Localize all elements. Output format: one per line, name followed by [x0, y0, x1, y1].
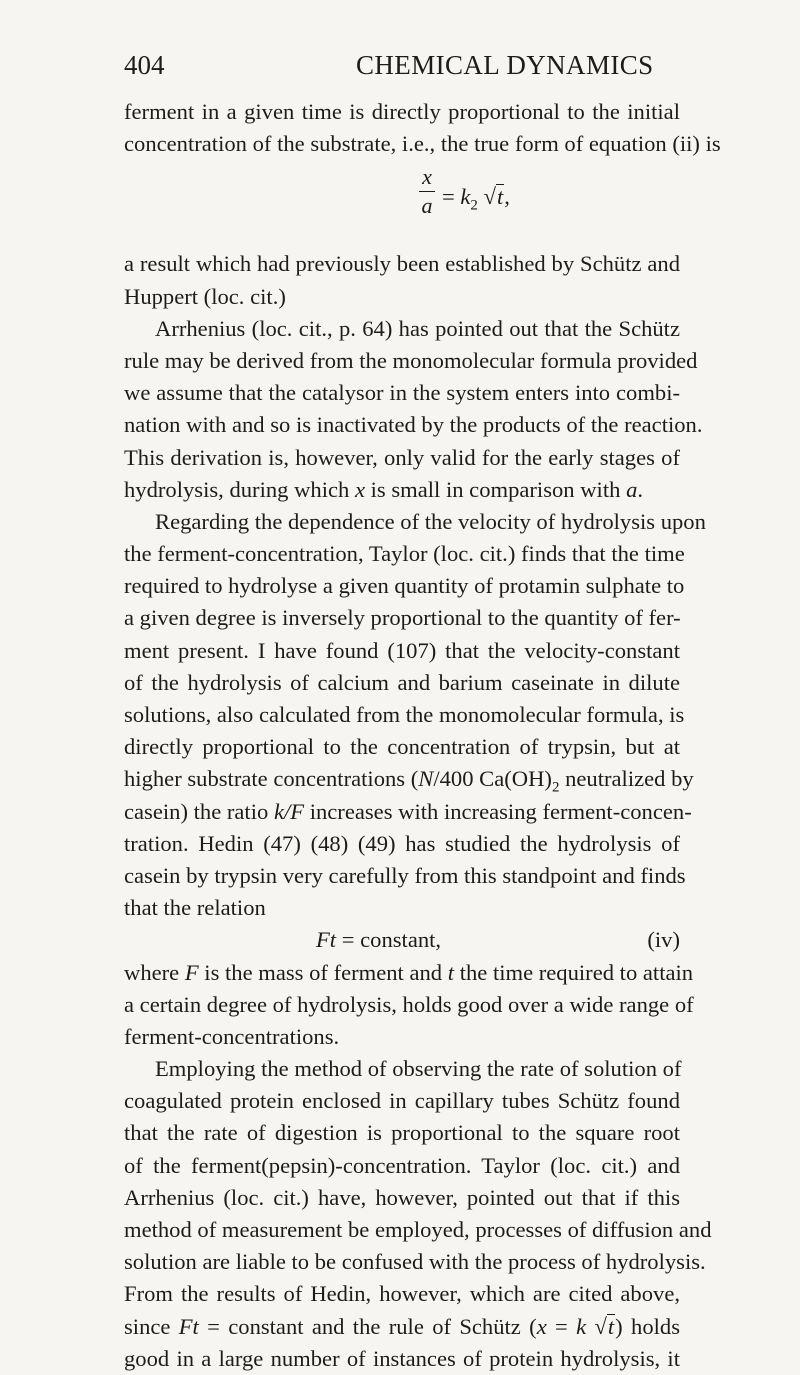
text-line: This derivation is, however, only valid for the early stages of: [124, 444, 680, 470]
fraction-x-over-a: x a: [418, 166, 436, 217]
text-line: that the rate of digestion is proportional to the square root: [124, 1120, 680, 1146]
text-line: Regarding the dependence of the velocity of hydrolysis upon: [155, 508, 706, 534]
text-line: hydrolysis, during which x is small in comparison with a.: [124, 476, 644, 502]
text-line: where F is the mass of ferment and t the time required to attain: [124, 959, 694, 985]
equation-rhs: = $k_2$ √t,: [442, 184, 510, 214]
page-header: [124, 50, 680, 86]
page-number: 404: [124, 50, 165, 80]
text-line: a result which had previously been established by Schütz and: [124, 251, 680, 277]
text-line: coagulated protein enclosed in capillary tubes Schütz found: [124, 1088, 680, 1114]
text-line: Arrhenius (loc. cit., p. 64) has pointed out that the Schütz: [155, 315, 680, 341]
equation-number: (iv): [647, 927, 680, 953]
sqrt-symbol: √t: [483, 184, 504, 210]
text-line: of the ferment(pepsin)-concentration. Taylor (loc. cit.) and: [124, 1152, 680, 1178]
text-line: ferment-concentrations.: [124, 1023, 340, 1049]
text-line: required to hydrolyse a given quantity of protamin sulphate to: [124, 573, 685, 599]
text-line: rule may be derived from the monomolecular formula provided: [124, 347, 698, 373]
text-line: solution are liable to be confused with the process of hydrolysis.: [124, 1249, 706, 1275]
text-line: method of measurement be employed, processes of diffusion and: [124, 1217, 712, 1242]
text-line: of the hydrolysis of calcium and barium caseinate in dilute: [124, 669, 680, 695]
body-text: [124, 96, 721, 1375]
text-line: since Ft = constant and the rule of Schütz (x = k √t) holds: [124, 1311, 680, 1343]
text-line: Arrhenius (loc. cit.) have, however, pointed out that if this: [124, 1184, 680, 1210]
text-line: casein) the ratio k/F increases with increasing ferment-concen-: [124, 798, 692, 824]
text-line: a certain degree of hydrolysis, holds good over a wide range of: [124, 991, 694, 1017]
text-line: a given degree is inversely proportional to the quantity of fer-: [124, 605, 681, 631]
text-line: From the results of Hedin, however, which are cited above,: [124, 1281, 680, 1307]
text-line: concentration of the substrate, i.e., the true form of equation (ii) is: [124, 131, 721, 157]
text-line: solutions, also calculated from the monomolecular formula, is: [124, 702, 685, 727]
running-title: CHEMICAL DYNAMICS: [356, 50, 654, 80]
text-line: directly proportional to the concentration of trypsin, but at: [124, 734, 680, 760]
text-line: we assume that the catalysor in the system enters into combi-: [124, 380, 680, 406]
text-line: good in a large number of instances of protein hydrolysis, it: [124, 1345, 680, 1371]
text-line: tration. Hedin (47) (48) (49) has studied the hydrolysis of: [124, 830, 680, 856]
text-line: casein by trypsin very carefully from this standpoint and finds: [124, 862, 686, 888]
fraction-bar: [419, 191, 435, 192]
text-line: ferment in a given time is directly proportional to the initial: [124, 99, 680, 124]
sqrt-symbol: √t: [594, 1313, 615, 1339]
text-line: Employing the method of observing the rate of solution of: [155, 1056, 682, 1082]
text-line: nation with and so is inactivated by the products of the reaction.: [124, 412, 703, 438]
equation-iv: Ft = constant, (iv): [124, 924, 680, 956]
text-line: ment present. I have found (107) that the velocity-constant: [124, 637, 680, 663]
equation-block: [124, 160, 680, 248]
text-line: that the relation: [124, 895, 266, 921]
text-line: Huppert (loc. cit.): [124, 283, 286, 309]
text-line: higher substrate concentrations (N/400 $Ca(OH)_2$ neutralized by: [124, 766, 694, 796]
text-line: the ferment-concentration, Taylor (loc. cit.) finds that the time: [124, 541, 685, 567]
